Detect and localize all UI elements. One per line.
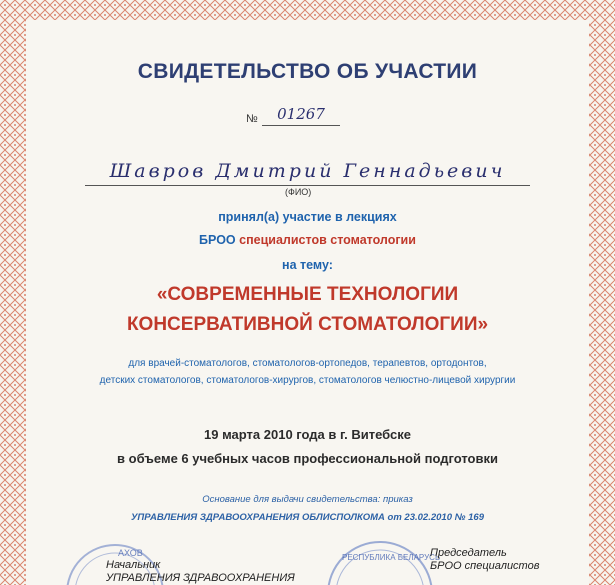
basis-line1: Основание для выдачи свидетельства: приказ bbox=[202, 494, 413, 505]
signer-left-title: Начальник bbox=[106, 559, 161, 571]
name-underline bbox=[85, 185, 530, 186]
topic-title-line1: «СОВРЕМЕННЫЕ ТЕХНОЛОГИИ bbox=[156, 284, 459, 305]
stamp-left-text: АХОВ bbox=[118, 548, 143, 558]
name-caption: (ФИО) bbox=[285, 187, 312, 197]
audience-line1: для врачей-стоматологов, стоматологов-ортопедов, терапевтов, ортодонтов, bbox=[128, 358, 487, 369]
stamp-right-text: РЕСПУБЛИКА БЕЛАРУСЬ bbox=[342, 553, 440, 562]
number-label: № bbox=[246, 113, 258, 125]
topic-title-line2: КОНСЕРВАТИВНОЙ СТОМАТОЛОГИИ» bbox=[126, 314, 489, 335]
signer-right-org: БРОО специалистов bbox=[430, 560, 540, 572]
stamp-right bbox=[320, 532, 440, 585]
organization-line bbox=[0, 233, 615, 247]
signer-right-title: Председатель bbox=[430, 547, 507, 559]
signer-right bbox=[430, 547, 539, 573]
event-date: 19 марта 2010 года в г. Витебске bbox=[204, 427, 411, 442]
participation-line: принял(а) участие в лекциях bbox=[218, 210, 397, 224]
audience-line2: детских стоматологов, стоматологов-хирургов, стоматологов челюстно-лицевой хирургии bbox=[99, 375, 516, 386]
signer-left bbox=[106, 559, 295, 585]
certificate-title: СВИДЕТЕЛЬСТВО ОБ УЧАСТИИ bbox=[137, 60, 478, 83]
basis-line2: УПРАВЛЕНИЯ ЗДРАВООХРАНЕНИЯ ОБЛИСПОЛКОМА от 23.02.2010 № 169 bbox=[130, 512, 484, 523]
organization-highlight: специалистов стоматологии bbox=[239, 233, 416, 247]
participant-name: Шавров Дмитрий Геннадьевич bbox=[109, 160, 506, 182]
signer-left-org: УПРАВЛЕНИЯ ЗДРАВООХРАНЕНИЯ bbox=[106, 572, 295, 584]
certificate-number: 01267 bbox=[277, 105, 325, 123]
organization-prefix: БРОО bbox=[199, 233, 236, 247]
number-underline bbox=[262, 125, 340, 126]
topic-intro: на тему: bbox=[282, 258, 333, 272]
training-hours: в объеме 6 учебных часов профессиональной подготовки bbox=[117, 451, 498, 466]
